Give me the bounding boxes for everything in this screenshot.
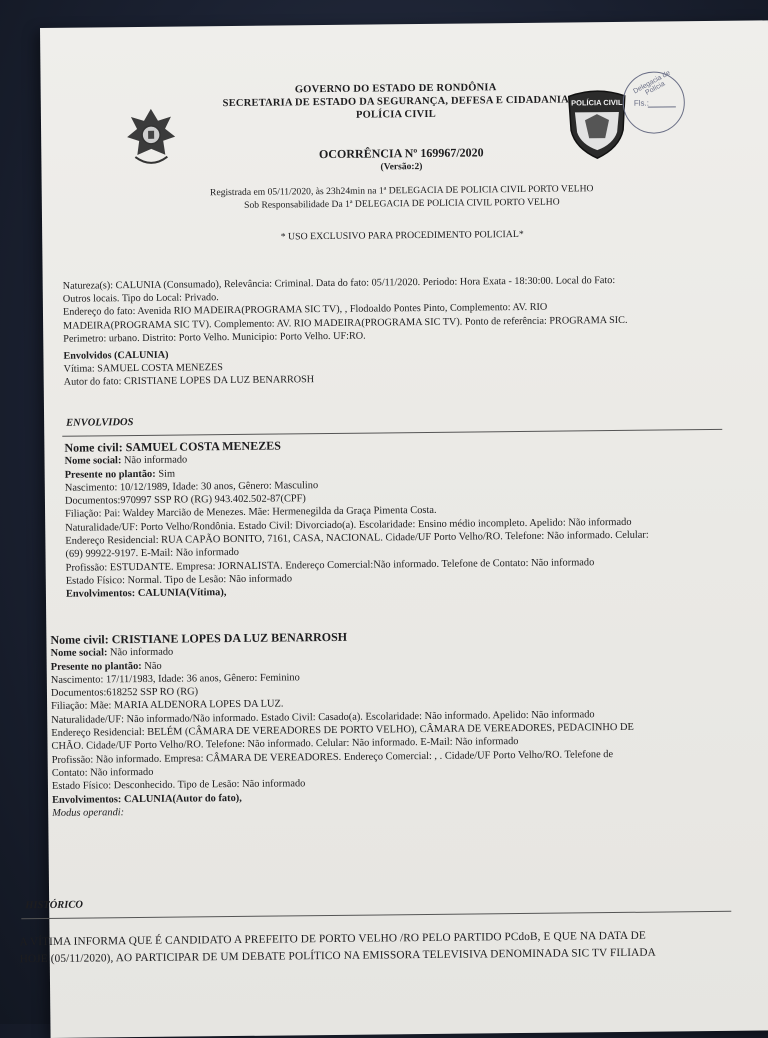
natureza-block <box>63 273 724 346</box>
detail-line: Filiação: Mãe: MARIA ALDENORA LOPES DA LUZ. <box>51 698 284 713</box>
detail-line: (69) 99922-9197. E-Mail: Não informado <box>65 547 240 561</box>
detail-line: CHÃO. Cidade/UF Porto Velho/RO. Telefone: Não informado. Celular: Não informado. E-Mail: Não informado <box>51 736 519 753</box>
name-label: Nome civil: <box>50 632 109 647</box>
natureza-line: Natureza(s): CALUNIA (Consumado), Relevância: Criminal. Data do fato: 05/11/2020. Periodo: Hora Exata - 18:30:00. Local do Fato: <box>62 274 616 292</box>
victim-summary: Vítima: SAMUEL COSTA MENEZES <box>63 362 223 375</box>
header-secretariat: SECRETARIA DE ESTADO DA SEGURANÇA, DEFESA E CIDADANIA <box>222 94 569 110</box>
occurrence-version: (Versão:2) <box>380 162 423 173</box>
responsibility-line: Sob Responsabilidade Da 1ª DELEGACIA DE POLICIA CIVIL PORTO VELHO <box>244 196 560 211</box>
detail-line: Profissão: Não informado. Empresa: CÂMARA DE VEREADORES. Endereço Comercial: , . Cidade/UF Porto Velho/RO. Telefone de <box>51 748 614 766</box>
envolvimentos-line: Envolvimentos: CALUNIA(Vítima), <box>65 587 227 601</box>
occurrence-title-block <box>191 144 611 176</box>
detail-line: Documentos:970997 SSP RO (RG) 943.402.502-87(CPF) <box>64 493 306 507</box>
stamp-text: Delegacia de Polícia <box>632 69 672 97</box>
name-label: Nome civil: <box>64 440 123 455</box>
natureza-line: Endereço do fato: Avenida RIO MADEIRA(PROGRAMA SIC TV), , Flodoaldo Pontes Pinto, Complemento: AV. RIO <box>62 302 548 319</box>
plantao-line: Presente no plantão: Sim <box>64 468 176 481</box>
detail-line: Nascimento: 17/11/1983, Idade: 36 anos, Gênero: Feminino <box>50 672 300 686</box>
envolvidos-section-title: ENVOLVIDOS <box>66 417 134 429</box>
page-stamp <box>622 71 685 134</box>
detail-line: Filiação: Pai: Waldey Marcião de Menezes. Mãe: Hermenegilda da Graça Pimenta Costa. <box>65 505 437 521</box>
occurrence-number: OCORRÊNCIA Nº 169967/2020 <box>318 145 484 162</box>
natureza-line: Perimetro: urbano. Distrito: Porto Velho. Municipio: Porto Velho. UF:RO. <box>63 330 366 345</box>
detail-line: Naturalidade/UF: Não informado/Não informado. Estado Civil: Casado(a). Escolaridade: Não informado. Apelido: Não informado <box>51 709 595 726</box>
header-police: POLÍCIA CIVIL <box>355 108 436 121</box>
person-victim <box>64 435 746 602</box>
detail-line: Contato: Não informado <box>51 766 154 779</box>
author-summary: Autor do fato: CRISTIANE LOPES DA LUZ BENARROSH <box>63 374 315 389</box>
detail-line: Estado Físico: Desconhecido. Tipo de Lesão: Não informado <box>51 778 306 793</box>
historico-divider <box>21 911 731 919</box>
person-author <box>50 627 752 820</box>
social-name-line: Nome social: Não informado <box>50 646 174 660</box>
modus-operandi-label: Modus operandi: <box>52 807 125 819</box>
stamp-fls-label: Fls.: <box>633 98 649 108</box>
historico-line: A VÍTIMA INFORMA QUE É CANDIDATO A PREFEITO DE PORTO VELHO /RO PELO PARTIDO PCdoB, E QUE NA DATA DE <box>19 929 646 949</box>
social-name-line: Nome social: Não informado <box>64 454 188 468</box>
historico-line: HOJE (05/11/2020), AO PARTICIPAR DE UM DEBATE POLÍTICO NA EMISSORA TELEVISIVA DENOMINADA SIC TV FILIADA <box>19 946 656 966</box>
policia-logo-text: POLÍCIA CIVIL <box>571 97 623 108</box>
detail-line: Profissão: ESTUDANTE. Empresa: JORNALISTA. Endereço Comercial:Não informado. Telefone de Contato: Não informado <box>65 556 595 574</box>
stamp-line <box>648 106 676 107</box>
natureza-line: Outros locais. Tipo do Local: Privado. <box>62 292 219 305</box>
envolvimentos-line: Envolvimentos: CALUNIA(Autor do fato), <box>52 792 242 806</box>
natureza-line: MADEIRA(PROGRAMA SIC TV). Complemento: AV. RIO MADEIRA(PROGRAMA SIC TV). Ponto de referência: PROGRAMA SIC. <box>63 314 628 332</box>
document-header <box>161 80 631 124</box>
envolvidos-summary <box>63 345 563 390</box>
detail-line: Endereço Residencial: BELÉM (CÂMARA DE VEREADORES DE PORTO VELHO), CÂMARA DE VEREADORES, PEDACINHO DE <box>51 721 634 739</box>
envolvidos-summary-title: Envolvidos (CALUNIA) <box>63 349 169 362</box>
historico-text <box>19 926 768 968</box>
person-name: CRISTIANE LOPES DA LUZ BENARROSH <box>111 629 348 647</box>
header-government: GOVERNO DO ESTADO DE RONDÔNIA <box>294 82 497 96</box>
detail-line: Estado Físico: Normal. Tipo de Lesão: Não informado <box>65 573 293 587</box>
detail-line: Nascimento: 10/12/1989, Idade: 30 anos, Gênero: Masculino <box>64 480 319 494</box>
plantao-line: Presente no plantão: Não <box>50 660 162 673</box>
person-name: SAMUEL COSTA MENEZES <box>125 438 281 455</box>
detail-line: Endereço Residencial: RUA CAPÃO BONITO, 7161, CASA, NACIONAL. Cidade/UF Porto Velho/RO. Telefone: Não informado. Celular: <box>65 529 649 547</box>
registered-line: Registrada em 05/11/2020, às 23h24min na 1ª DELEGACIA DE POLICIA CIVIL PORTO VELHO <box>209 183 594 199</box>
document-page <box>19 20 768 1038</box>
usage-notice: * USO EXCLUSIVO PARA PROCEDIMENTO POLICIAL* <box>280 228 524 243</box>
historico-section-title: HISTÓRICO <box>25 899 84 912</box>
detail-line: Documentos:618252 SSP RO (RG) <box>50 686 199 700</box>
detail-line: Naturalidade/UF: Porto Velho/Rondônia. Estado Civil: Divorciado(a). Escolaridade: Ensino médio incompleto. Apelido: Não informado <box>65 516 632 534</box>
registration-info <box>132 181 672 213</box>
